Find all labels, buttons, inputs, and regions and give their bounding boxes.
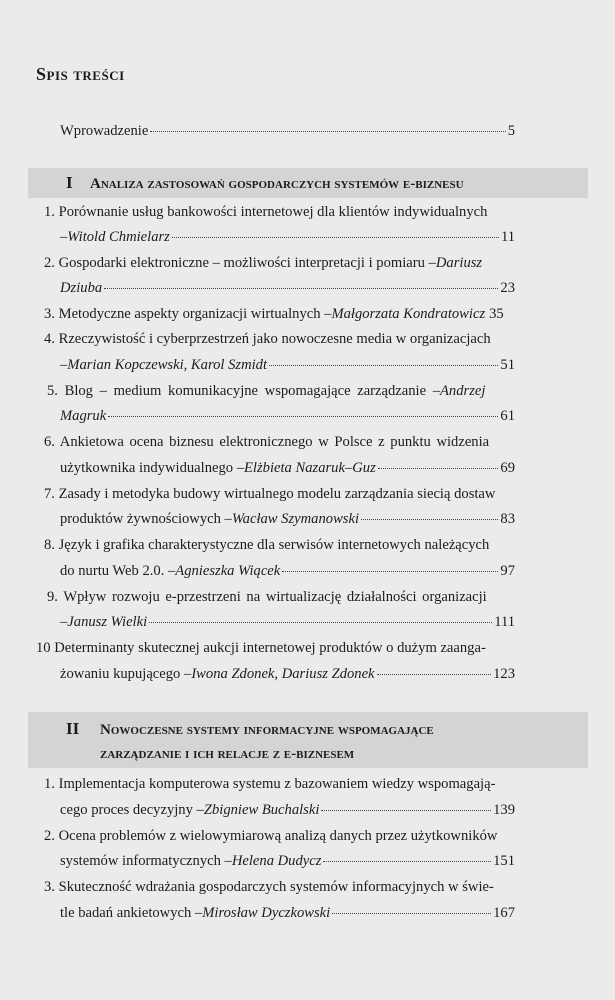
- toc-entry-line: [47, 587, 487, 607]
- section-2-heading-line2: zarządzanie i ich relacje z e-biznesem: [100, 746, 355, 762]
- leader-dots: [108, 416, 498, 417]
- page-number: 23: [500, 280, 515, 296]
- entry-author: Iwona Zdonek, Dariusz Zdonek: [191, 666, 375, 682]
- entry-author: Dziuba: [60, 280, 103, 296]
- entry-author: Dariusz: [435, 255, 483, 271]
- entry-author: Wacław Szymanowski: [231, 511, 360, 527]
- toc-entry-line: [47, 381, 485, 401]
- entry-title: żowaniu kupującego –: [60, 666, 192, 682]
- page-number: 35: [489, 306, 504, 322]
- toc-entry-line: [60, 664, 515, 684]
- toc-entry-line: [44, 877, 494, 897]
- entry-title: 2. Ocena problemów z wielowymiarową analizą danych przez użytkowników: [44, 828, 498, 844]
- toc-entry-line: [60, 851, 515, 871]
- toc-entry-line: [36, 638, 486, 658]
- page-number: 11: [500, 229, 515, 245]
- toc-entry-line: [60, 612, 515, 632]
- leader-dots: [172, 237, 499, 238]
- entry-title: 1. Implementacja komputerowa systemu z bazowaniem wiedzy wspomagają-: [44, 776, 496, 792]
- leader-dots: [361, 519, 498, 520]
- entry-title: tle badań ankietowych –: [60, 905, 203, 921]
- entry-author: Zbigniew Buchalski: [203, 802, 320, 818]
- section-title: Nowoczesne systemy informacyjne wspomagające: [100, 722, 434, 738]
- entry-author: Marian Kopczewski, Karol Szmidt: [67, 357, 268, 373]
- entry-author: Janusz Wielki: [67, 614, 148, 630]
- toc-entry-line: [44, 826, 497, 846]
- leader-dots: [377, 674, 492, 675]
- toc-entry-line: [60, 561, 515, 581]
- entry-title: –: [60, 357, 68, 373]
- entry-title: 4. Rzeczywistość i cyberprzestrzeń jako nowoczesne media w organizacjach: [44, 331, 491, 347]
- toc-entry-line: [60, 278, 515, 298]
- entry-title: 3. Metodyczne aspekty organizacji wirtualnych –: [44, 306, 332, 322]
- toc-entry-line: [44, 304, 515, 324]
- leader-dots: [321, 810, 491, 811]
- entry-title: 10 Determinanty skutecznej aukcji internetowej produktów o dużym zaanga-: [36, 640, 486, 656]
- entry-title: 3. Skuteczność wdrażania gospodarczych systemów informacyjnych w świe-: [44, 879, 494, 895]
- toc-title: Spis treści: [36, 64, 125, 84]
- section-title: Analiza zastosowań gospodarczych systemów e-biznesu: [90, 176, 464, 192]
- toc-entry-line: [44, 432, 489, 452]
- entry-author: Helena Dudycz: [231, 853, 322, 869]
- entry-title: 7. Zasady i metodyka budowy wirtualnego modelu zarządzania siecią dostaw: [44, 486, 496, 502]
- entry-title: produktów żywnościowych –: [60, 511, 232, 527]
- toc-entry-line: [60, 458, 515, 478]
- leader-dots: [378, 468, 499, 469]
- entry-title: 2. Gospodarki elektroniczne – możliwości interpretacji i pomiaru –: [44, 255, 436, 271]
- page-number: 61: [500, 408, 515, 424]
- page-number: 123: [493, 666, 515, 682]
- toc-entry-intro: [60, 121, 515, 141]
- entry-author: Elżbieta Nazaruk–Guz: [244, 460, 376, 476]
- toc-entry-line: [44, 329, 491, 349]
- entry-title: 9. Wpływ rozwoju e-przestrzeni na wirtualizację działalności organizacji: [47, 589, 487, 605]
- page-number: 69: [500, 460, 515, 476]
- entry-author: Andrzej: [440, 383, 486, 399]
- leader-dots: [269, 365, 498, 366]
- page-number: 151: [493, 853, 515, 869]
- entry-title: –: [60, 614, 68, 630]
- entry-title: 1. Porównanie usług bankowości internetowej dla klientów indywidualnych: [44, 204, 488, 220]
- page-number: 5: [507, 123, 515, 139]
- section-number: II: [66, 719, 80, 738]
- leader-dots: [150, 131, 505, 132]
- toc-entry-line: [44, 202, 487, 222]
- toc-entry-line: [44, 484, 495, 504]
- section-1-heading: [66, 173, 464, 194]
- toc-entry-line: [60, 227, 515, 247]
- toc-entry-line: [60, 355, 515, 375]
- page-number: 139: [493, 802, 515, 818]
- leader-dots: [149, 622, 492, 623]
- toc-entry-line: [44, 774, 495, 794]
- entry-title: –: [60, 229, 68, 245]
- toc-entry-line: [60, 406, 515, 426]
- entry-title: 8. Język i grafika charakterystyczne dla serwisów internetowych należących: [44, 537, 490, 553]
- section-2-heading: [66, 719, 434, 740]
- leader-dots: [282, 571, 498, 572]
- page-number: 97: [500, 563, 515, 579]
- toc-entry-line: [44, 535, 489, 555]
- entry-title: systemów informatycznych –: [60, 853, 232, 869]
- entry-author: Mirosław Dyczkowski: [202, 905, 331, 921]
- entry-label: Wprowadzenie: [60, 123, 149, 139]
- page-number: 111: [494, 614, 515, 630]
- toc-entry-line: [60, 903, 515, 923]
- leader-dots: [332, 913, 491, 914]
- entry-title: 5. Blog – medium komunikacyjne wspomagające zarządzanie –: [47, 383, 441, 399]
- toc-entry-line: [44, 253, 482, 273]
- entry-author: Agnieszka Wiącek: [175, 563, 281, 579]
- entry-author: Magruk: [60, 408, 107, 424]
- entry-title: 6. Ankietowa ocena biznesu elektronicznego w Polsce z punktu widzenia: [44, 434, 490, 450]
- entry-title: użytkownika indywidualnego –: [60, 460, 245, 476]
- entry-title: cego proces decyzyjny –: [60, 802, 204, 818]
- toc-entry-line: [60, 800, 515, 820]
- section-number: I: [66, 173, 73, 192]
- entry-author: Małgorzata Kondratowicz: [331, 306, 486, 322]
- page-number: 167: [493, 905, 515, 921]
- page-number: 51: [500, 357, 515, 373]
- toc-entry-line: [60, 509, 515, 529]
- leader-dots: [104, 288, 498, 289]
- entry-title: do nurtu Web 2.0. –: [60, 563, 176, 579]
- entry-author: Witold Chmielarz: [67, 229, 170, 245]
- leader-dots: [323, 861, 491, 862]
- page-number: 83: [500, 511, 515, 527]
